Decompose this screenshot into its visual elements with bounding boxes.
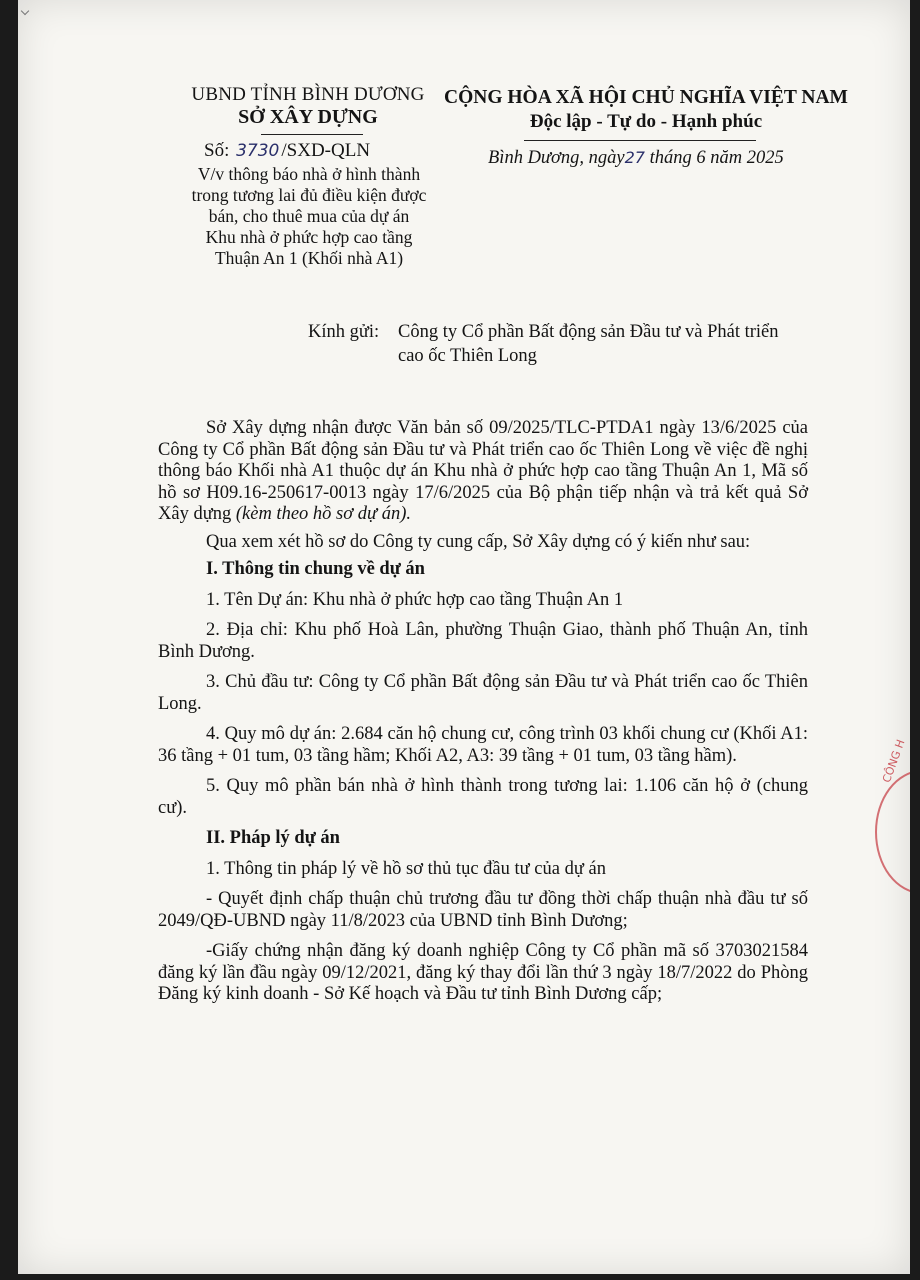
list-item: 3. Chủ đầu tư: Công ty Cổ phần Bất động sản Đầu tư và Phát triển cao ốc Thiên Long. (158, 672, 808, 714)
section-heading: I. Thông tin chung về dự án (206, 559, 425, 579)
document-number-label: Số: (204, 140, 230, 161)
red-seal (875, 770, 910, 894)
date-day-handwritten: 27 (624, 148, 645, 167)
intro-paragraph (158, 418, 808, 526)
list-item: 1. Thông tin pháp lý về hồ sơ thủ tục đầu tư của dự án (206, 858, 606, 879)
review-paragraph: Qua xem xét hồ sơ do Công ty cung cấp, Sở Xây dựng có ý kiến như sau: (206, 531, 751, 552)
intro-italic: (kèm theo hồ sơ dự án). (235, 504, 411, 524)
list-item: 4. Quy mô dự án: 2.684 căn hộ chung cư, công trình 03 khối chung cư (Khối A1: 36 tầng + 01 tum, 03 tầng hầm; Khối A2, A3: 39 tầng + 01 tum, 03 tầng hầm). (158, 724, 808, 766)
subject-line: trong tương lai đủ điều kiện được (191, 185, 427, 205)
document-number-handwritten: 3730 (236, 141, 280, 161)
agency-name: SỞ XÂY DỰNG (238, 106, 378, 128)
document-body (158, 418, 808, 1006)
section-heading: II. Pháp lý dự án (206, 828, 340, 848)
date-suffix: tháng 6 năm 2025 (649, 148, 784, 168)
subject-line: V/v thông báo nhà ở hình thành (197, 164, 421, 184)
subject-line: Khu nhà ở phức hợp cao tầng (205, 227, 413, 247)
list-item: - Quyết định chấp thuận chủ trương đầu tư đồng thời chấp thuận nhà đầu tư số 2049/QĐ-UBND ngày 11/8/2023 của UBND tỉnh Bình Dương; (158, 889, 808, 931)
subject-line: bán, cho thuê mua của dự án (208, 206, 410, 226)
document-subject (178, 164, 440, 269)
corner-mark-icon (21, 7, 29, 15)
subject-line: Thuận An 1 (Khối nhà A1) (214, 248, 404, 268)
list-item: 2. Địa chỉ: Khu phố Hoà Lân, phường Thuận Giao, thành phố Thuận An, tỉnh Bình Dương. (158, 620, 808, 662)
recipient-line: cao ốc Thiên Long (398, 346, 537, 366)
motto-underline (524, 140, 756, 141)
issuing-agency (178, 84, 438, 128)
agency-parent: UBND TỈNH BÌNH DƯƠNG (191, 84, 425, 105)
document-page (18, 0, 910, 1274)
list-item: -Giấy chứng nhận đăng ký doanh nghiệp Công ty Cổ phần mã số 3703021584 đăng ký lần đầu ngày 09/12/2021, đăng ký thay đổi lần thứ 3 ngày 18/7/2022 do Phòng Đăng ký kinh doanh - Sở Kế hoạch và Đầu tư tỉnh Bình Dương cấp; (158, 941, 808, 1004)
document-number-suffix: /SXD-QLN (281, 140, 371, 161)
intro-text: Sở Xây dựng nhận được Văn bản số 09/2025/TLC-PTDA1 ngày 13/6/2025 của Công ty Cổ phần Bất động sản Đầu tư và Phát triển cao ốc Thiên Long về việc đề nghị thông báo Khối nhà A1 thuộc dự án Khu nhà ở phức hợp cao tầng Thuận An 1, Mã số hồ sơ H09.16-250617-0013 ngày 17/6/2025 của Bộ phận tiếp nhận và trả kết quả Sở Xây dựng (158, 418, 808, 524)
recipient-label: Kính gửi: (308, 322, 380, 342)
motto: Độc lập - Tự do - Hạnh phúc (529, 111, 763, 132)
recipient-line: Công ty Cổ phần Bất động sản Đầu tư và Phát triển (398, 322, 779, 342)
country-name: CỘNG HÒA XÃ HỘI CHỦ NGHĨA VIỆT NAM (444, 87, 848, 108)
recipient-name (398, 320, 828, 368)
seal-text: CÔNG H (880, 737, 908, 785)
list-item: 1. Tên Dự án: Khu nhà ở phức hợp cao tầng Thuận An 1 (206, 589, 624, 610)
national-motto (436, 86, 856, 134)
list-item: 5. Quy mô phần bán nhà ở hình thành trong tương lai: 1.106 căn hộ ở (chung cư). (158, 776, 808, 818)
agency-underline (261, 134, 363, 135)
place-and-date (488, 148, 784, 169)
date-prefix: Bình Dương, ngày (488, 148, 625, 168)
document-number (204, 140, 370, 162)
